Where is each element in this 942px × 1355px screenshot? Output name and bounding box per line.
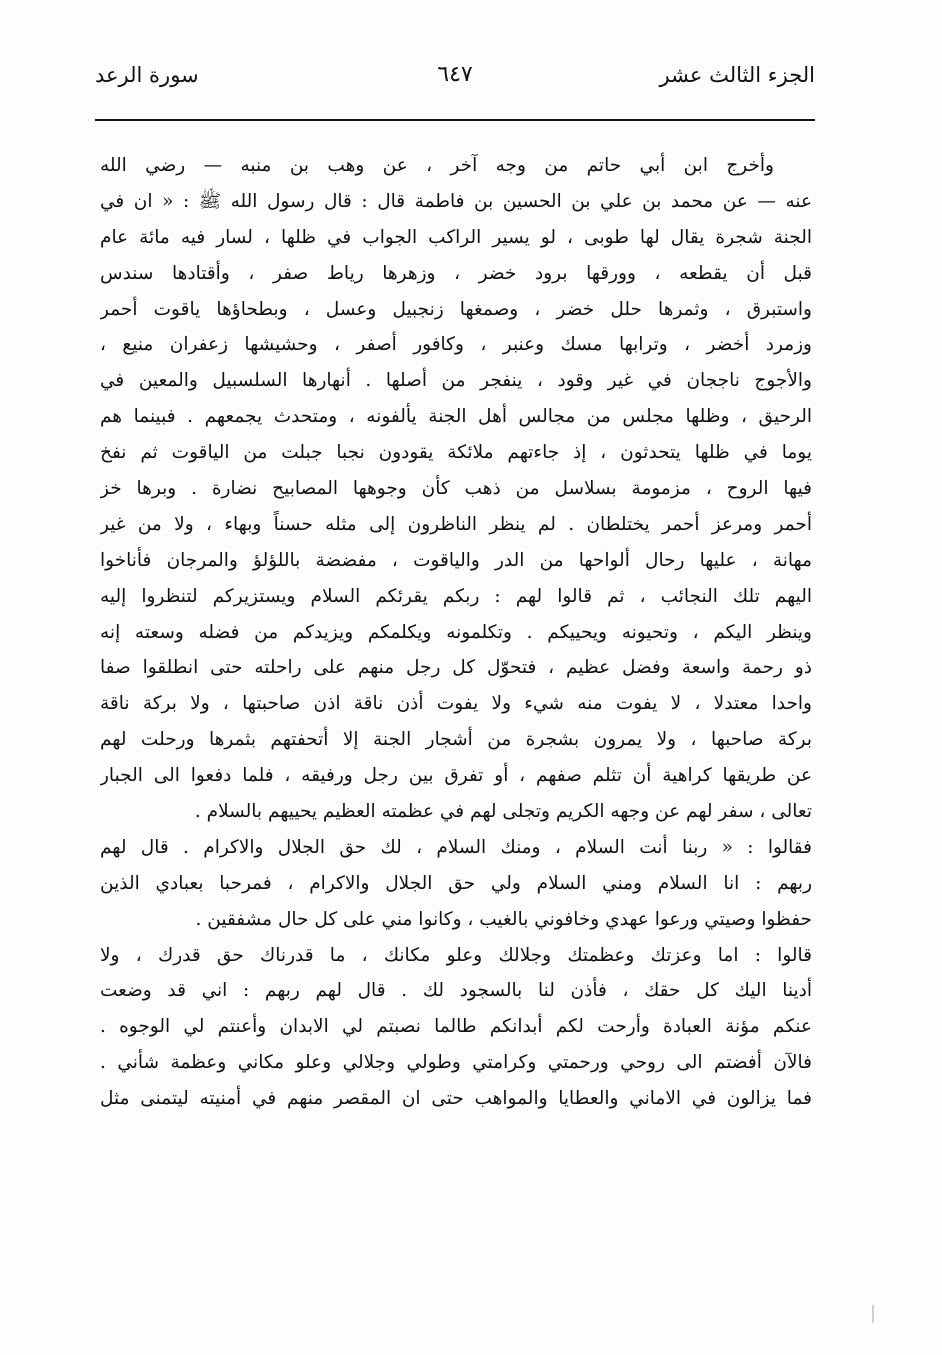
text-line: ربهم : انا السلام ومني السلام ولي حق الجلال والاكرام ، فمرحبا بعبادي الذين xyxy=(100,872,812,894)
text-line: واحدا معتدلا ، لا يفوت منه شيء ولا يفوت أذن ناقة اذن صاحبتها ، ولا بركة ناقة xyxy=(100,693,812,715)
text-line: فقالوا : « ربنا أنت السلام ، ومنك السلام ، لك حق الجلال والاكرام . قال لهم xyxy=(100,836,812,858)
text-line: يوما في ظلها يتحدثون ، إذ جاءتهم ملائكة يقودون نجبا جبلت من الياقوت ثم نفخ xyxy=(100,442,812,464)
body-text xyxy=(100,148,812,1117)
text-line: وينظر اليكم ، وتحيونه ويحييكم . وتكلمونه ويكلمكم ويزيدكم من فضله وسعته إنه xyxy=(100,621,812,643)
text-line: قبل أن يقطعه ، وورقها برود خضر ، وزهرها رياط صفر ، وأقتادها سندس xyxy=(100,262,812,284)
text-line: اليهم تلك النجائب ، ثم قالوا لهم : ربكم يقرئكم السلام ويستزيركم لتنظروا إليه xyxy=(100,585,812,607)
part-title: الجزء الثالث عشر xyxy=(659,63,815,87)
text-line: وزمرد أخضر ، وترابها مسك وعنبر ، وكافور أصفر ، وحشيشها زعفران منيع ، xyxy=(100,334,812,356)
text-line: فما يزالون في الاماني والعطايا والمواهب حتى ان المقصر منهم في أمنيته ليتمنى مثل xyxy=(100,1088,812,1110)
text-line: ذو رحمة واسعة وفضل عظيم ، فتحوّل كل رجل منهم على راحلته حتى انطلقوا صفا xyxy=(100,657,812,679)
text-line: فالآن أفضتم الى روحي ورحمتي وكرامتي وطولي وجلالي وعلو مكاني وعظمة شأني . xyxy=(100,1052,812,1074)
text-line: عنه — عن محمد بن علي بن الحسين بن فاطمة قال : قال رسول الله ﷺ : « ان في xyxy=(100,190,812,212)
text-line: قالوا : اما وعزتك وعظمتك وجلالك وعلو مكانك ، ما قدرناك حق قدرك ، ولا xyxy=(100,944,812,966)
scan-margin-mark xyxy=(872,1305,874,1323)
text-line: عن طريقها كراهية أن تثلم صفهم ، أو تفرق بين رجل ورفيقه ، فلما دفعوا الى الجبار xyxy=(100,765,812,787)
text-line: الجنة شجرة يقال لها طوبى ، لو يسير الراكب الجواب في ظلها ، لسار فيه مائة عام xyxy=(100,226,812,248)
text-line: الرحيق ، وظلها مجلس من مجالس أهل الجنة يألفونه ، ومتحدث يجمعهم . فبينما هم xyxy=(100,406,812,428)
text-line: فيها الروح ، مزمومة بسلاسل من ذهب كأن وجوهها المصابيح نضارة . وبرها خز xyxy=(100,478,812,500)
text-line: حفظوا وصيتي ورعوا عهدي وخافوني بالغيب ، وكانوا مني على كل حال مشفقين . xyxy=(195,908,812,930)
text-line: واستبرق ، وثمرها حلل خضر ، وصمغها زنجبيل وعسل ، وبطحاؤها ياقوت أحمر xyxy=(100,298,812,320)
page-number: ٦٤٧ xyxy=(437,62,473,87)
running-header xyxy=(95,58,815,98)
text-line: بركة صاحبها ، ولا يمرون بشجرة من أشجار الجنة إلا أتحفتهم بثمرها ورحلت لهم xyxy=(100,729,812,751)
text-line: عنكم مؤنة العبادة وأرحت لكم أبدانكم طالما نصبتم لي الابدان وأعنتم لي الوجوه . xyxy=(100,1016,812,1038)
text-line: تعالى ، سفر لهم عن وجهه الكريم وتجلى لهم في عظمته العظيم يحييهم بالسلام . xyxy=(194,801,812,823)
text-line: وأخرج ابن أبي حاتم من وجه آخر ، عن وهب بن منبه — رضي الله xyxy=(100,155,774,176)
text-line: مهانة ، عليها رحال ألواحها من الدر والياقوت ، مفضضة باللؤلؤ والمرجان فأناخوا xyxy=(100,549,812,571)
text-line: أحمر ومرعز أحمر يختلطان . لم ينظر الناظرون إلى مثله حسناً وبهاء ، ولا من غير xyxy=(100,513,812,535)
text-line: والأجوج ناججان في غير وقود ، ينفجر من أصلها . أنهارها السلسبيل والمعين في xyxy=(100,370,812,392)
surah-title: سورة الرعد xyxy=(95,63,199,87)
header-divider xyxy=(95,119,815,121)
text-line: أدينا اليك كل حقك ، فأذن لنا بالسجود لك . قال لهم ربهم : اني قد وضعت xyxy=(100,980,812,1002)
